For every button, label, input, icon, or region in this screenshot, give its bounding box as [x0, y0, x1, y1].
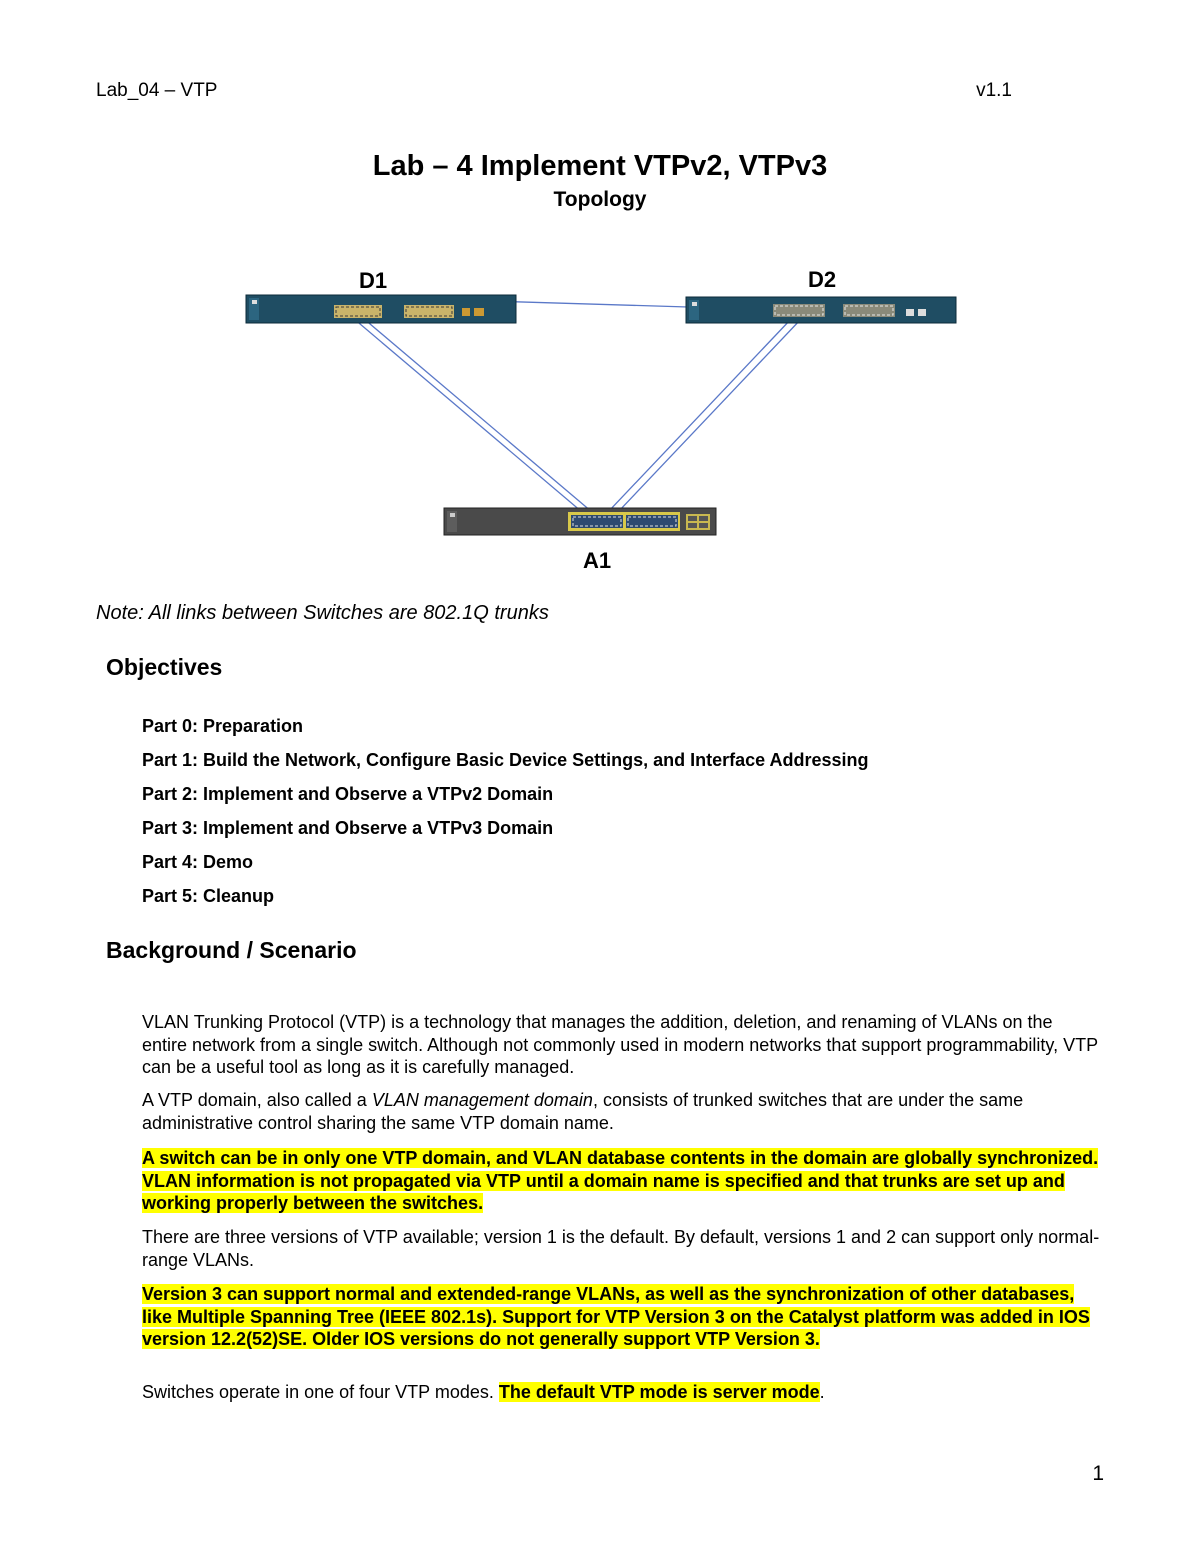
link-d2-a1-2 [618, 318, 802, 512]
highlight-text: The default VTP mode is server mode [498, 1382, 820, 1402]
background-paragraph-6 [142, 1381, 1102, 1404]
link-d1-a1-1 [353, 318, 582, 512]
p6-text-end: . [819, 1382, 825, 1402]
background-paragraph-2 [142, 1089, 1102, 1134]
objective-item: Part 3: Implement and Observe a VTPv3 Domain [142, 818, 554, 838]
switch-d2-icon [686, 297, 956, 323]
page-title: Lab – 4 Implement VTPv2, VTPv3 [372, 150, 828, 182]
p6-text: Switches operate in one of four VTP modes. [142, 1382, 499, 1402]
objectives-heading: Objectives [106, 654, 223, 680]
background-paragraph-1: VLAN Trunking Protocol (VTP) is a technology that manages the addition, deletion, and renaming of VLANs on the entire network from a single switch. Although not commonly used in modern networks that support programmability, VTP can be a useful tool as long as it is carefully managed. [142, 1012, 1098, 1077]
highlight-text: A switch can be in only one VTP domain, and VLAN database contents in the domain are globally synchronized. VLAN information is not propagated via VTP until a domain name is specified and that trunks are set up and working properly between the switches. [142, 1148, 1099, 1213]
background-paragraph-5 [142, 1283, 1102, 1351]
objective-item: Part 4: Demo [142, 852, 254, 872]
link-d1-a1-2 [363, 318, 592, 512]
label-d1: D1 [358, 268, 388, 293]
page-subtitle: Topology [553, 188, 647, 211]
objective-item: Part 1: Build the Network, Configure Basic Device Settings, and Interface Addressing [142, 750, 869, 770]
background-paragraph-4: There are three versions of VTP available; version 1 is the default. By default, versions 1 and 2 can support only normal-range VLANs. [142, 1227, 1100, 1270]
topology-note: Note: All links between Switches are 802.1Q trunks [96, 602, 549, 624]
header-right: v1.1 [976, 80, 1012, 101]
topology-diagram [0, 250, 1200, 580]
p2-emphasis: VLAN management domain [371, 1090, 593, 1110]
objective-item: Part 0: Preparation [142, 716, 304, 736]
page-number: 1 [1092, 1462, 1104, 1485]
trunk-links [353, 300, 802, 512]
highlight-text: Version 3 can support normal and extended-range VLANs, as well as the synchronization of other databases, like Multiple Spanning Tree (IEEE 802.1s). Support for VTP Version 3 on the Catalyst platform was added in IOS version 12.2(52)SE. Older IOS versions do not generally support VTP Version 3. [142, 1284, 1090, 1349]
header-left: Lab_04 – VTP [96, 80, 218, 101]
p2-text: A VTP domain, also called a [142, 1090, 372, 1110]
objective-item: Part 2: Implement and Observe a VTPv2 Domain [142, 784, 554, 804]
label-d2: D2 [807, 267, 837, 292]
label-a1: A1 [582, 548, 612, 573]
switch-a1-icon [444, 508, 716, 535]
link-d2-a1-1 [608, 318, 792, 512]
switch-d1-icon [246, 295, 516, 323]
objective-item: Part 5: Cleanup [142, 886, 275, 906]
background-heading: Background / Scenario [106, 937, 357, 963]
p2-text-end: , consists of trunked switches that are under the same administrative control sharing the same VTP domain name. [142, 1090, 1024, 1133]
background-paragraph-3 [142, 1147, 1102, 1215]
